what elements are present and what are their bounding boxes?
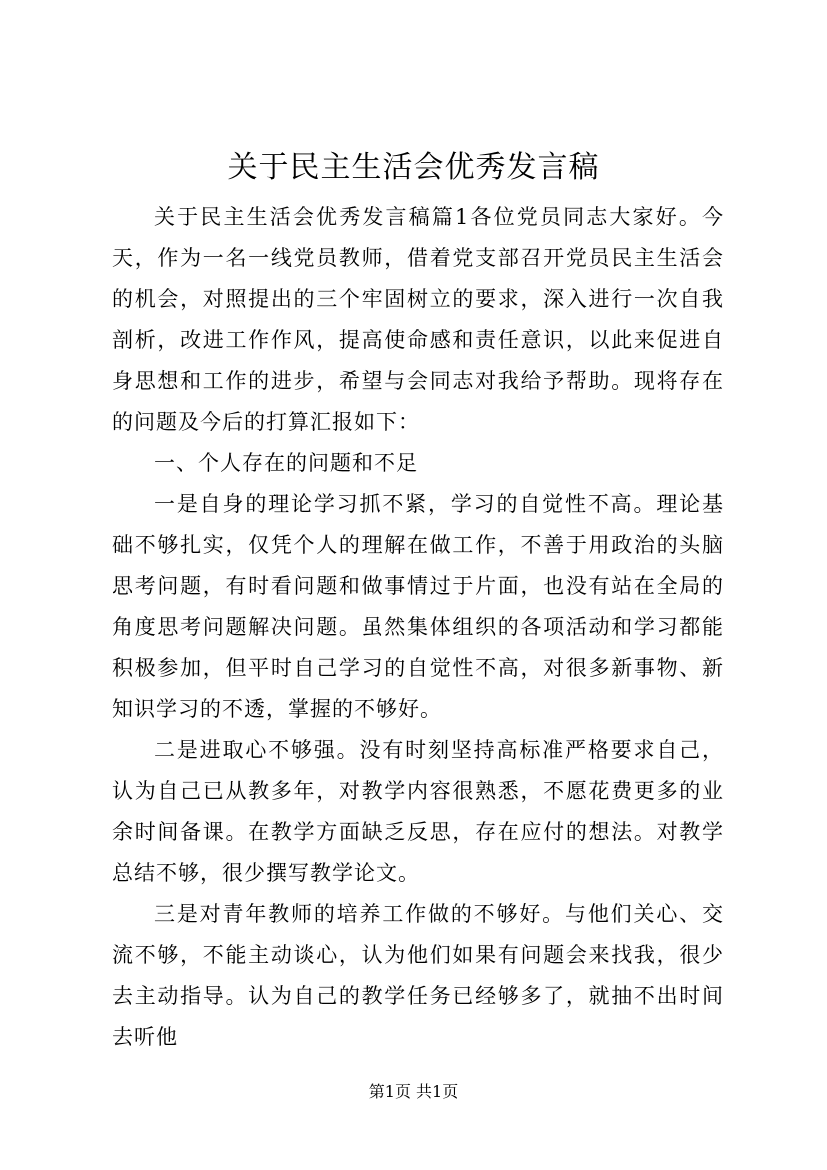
paragraph-problem-3: 三是对青年教师的培养工作做的不够好。与他们关心、交流不够，不能主动谈心，认为他们如果有问题会来找我，很少去主动指导。认为自己的教学任务已经够多了，就抽不出时间去听他 bbox=[112, 902, 724, 1049]
paragraph-problem-1: 一是自身的理论学习抓不紧，学习的自觉性不高。理论基础不够扎实，仅凭个人的理解在做工作，不善于用政治的头脑思考问题，有时看问题和做事情过于片面，也没有站在全局的角度思考问题解决问题。虽然集体组织的各项活动和学习都能积极参加，但平时自己学习的自觉性不高，对很多新事物、新知识学习的不透，掌握的不够好。 bbox=[112, 492, 724, 721]
paragraph-intro: 关于民主生活会优秀发言稿篇1各位党员同志大家好。今天，作为一名一线党员教师，借着党支部召开党员民主生活会的机会，对照提出的三个牢固树立的要求，深入进行一次自我剖析，改进工作作风，提高使命感和责任意识，以此来促进自身思想和工作的进步，希望与会同志对我给予帮助。现将存在的问题及今后的打算汇报如下： bbox=[112, 205, 724, 434]
paragraph-problem-2: 二是进取心不够强。没有时刻坚持高标准严格要求自己，认为自己已从教多年，对教学内容很熟悉，不愿花费更多的业余时间备课。在教学方面缺乏反思，存在应付的想法。对教学总结不够，很少撰写教学论文。 bbox=[112, 738, 724, 885]
document-body bbox=[112, 197, 724, 1058]
document-title: 关于民主生活会优秀发言稿 bbox=[227, 150, 600, 185]
section-heading-problems: 一、个人存在的问题和不足 bbox=[154, 451, 418, 475]
page-number-footer: 第1页 共1页 bbox=[368, 1082, 459, 1101]
